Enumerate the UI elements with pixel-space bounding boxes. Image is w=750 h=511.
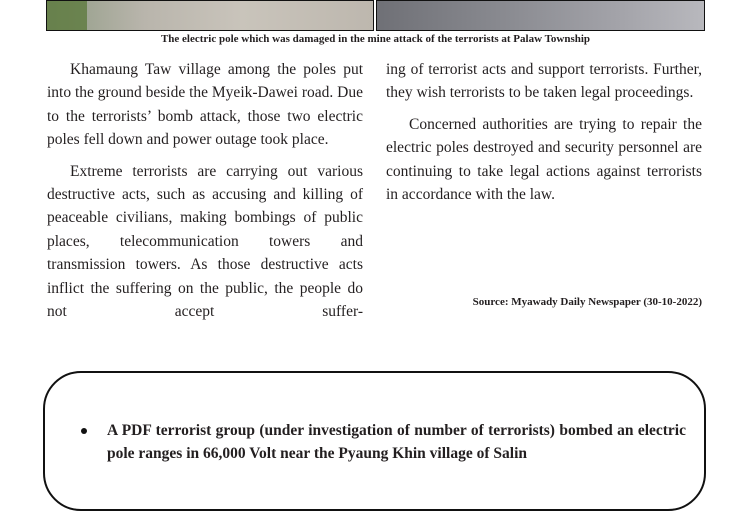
photo-caption: The electric pole which was damaged in the mine attack of the terrorists at Palaw Township [160, 33, 591, 45]
callout-box [43, 371, 706, 511]
article-right-column [386, 58, 702, 206]
damaged-pole-photo-left [46, 0, 374, 31]
callout-item [81, 419, 686, 465]
callout-list [81, 419, 686, 465]
article-paragraph: Extreme terrorists are carrying out various destructive acts, such as accusing and killing of peaceable civilians, making bombings of public places, telecommunication towers and transmission towers. As those destructive acts inflict the suffering on the public, the people do not accept suffer- [47, 162, 363, 321]
photo-strip [46, 0, 705, 31]
grass-patch [47, 1, 87, 30]
bullet-icon [81, 428, 87, 434]
article-source: Source: Myawady Daily Newspaper (30-10-2022) [472, 296, 702, 308]
article-left-column [47, 58, 363, 323]
article-paragraph: ing of terrorist acts and support terrorists. Further, they wish terrorists to be taken legal proceedings. [386, 61, 702, 102]
damaged-pole-photo-right [376, 0, 705, 31]
callout-item-text: A PDF terrorist group (under investigation of number of terrorists) bombed an electric pole ranges in 66,000 Volt near the Pyaung Khin village of Salin [107, 422, 686, 462]
article-paragraph: Khamaung Taw village among the poles put into the ground beside the Myeik-Dawei road. Due to the terrorists’ bomb attack, those two electric poles fell down and power outage took place. [47, 61, 363, 149]
article-paragraph: Concerned authorities are trying to repair the electric poles destroyed and security personnel are continuing to take legal actions against terrorists in accordance with the law. [386, 115, 702, 204]
